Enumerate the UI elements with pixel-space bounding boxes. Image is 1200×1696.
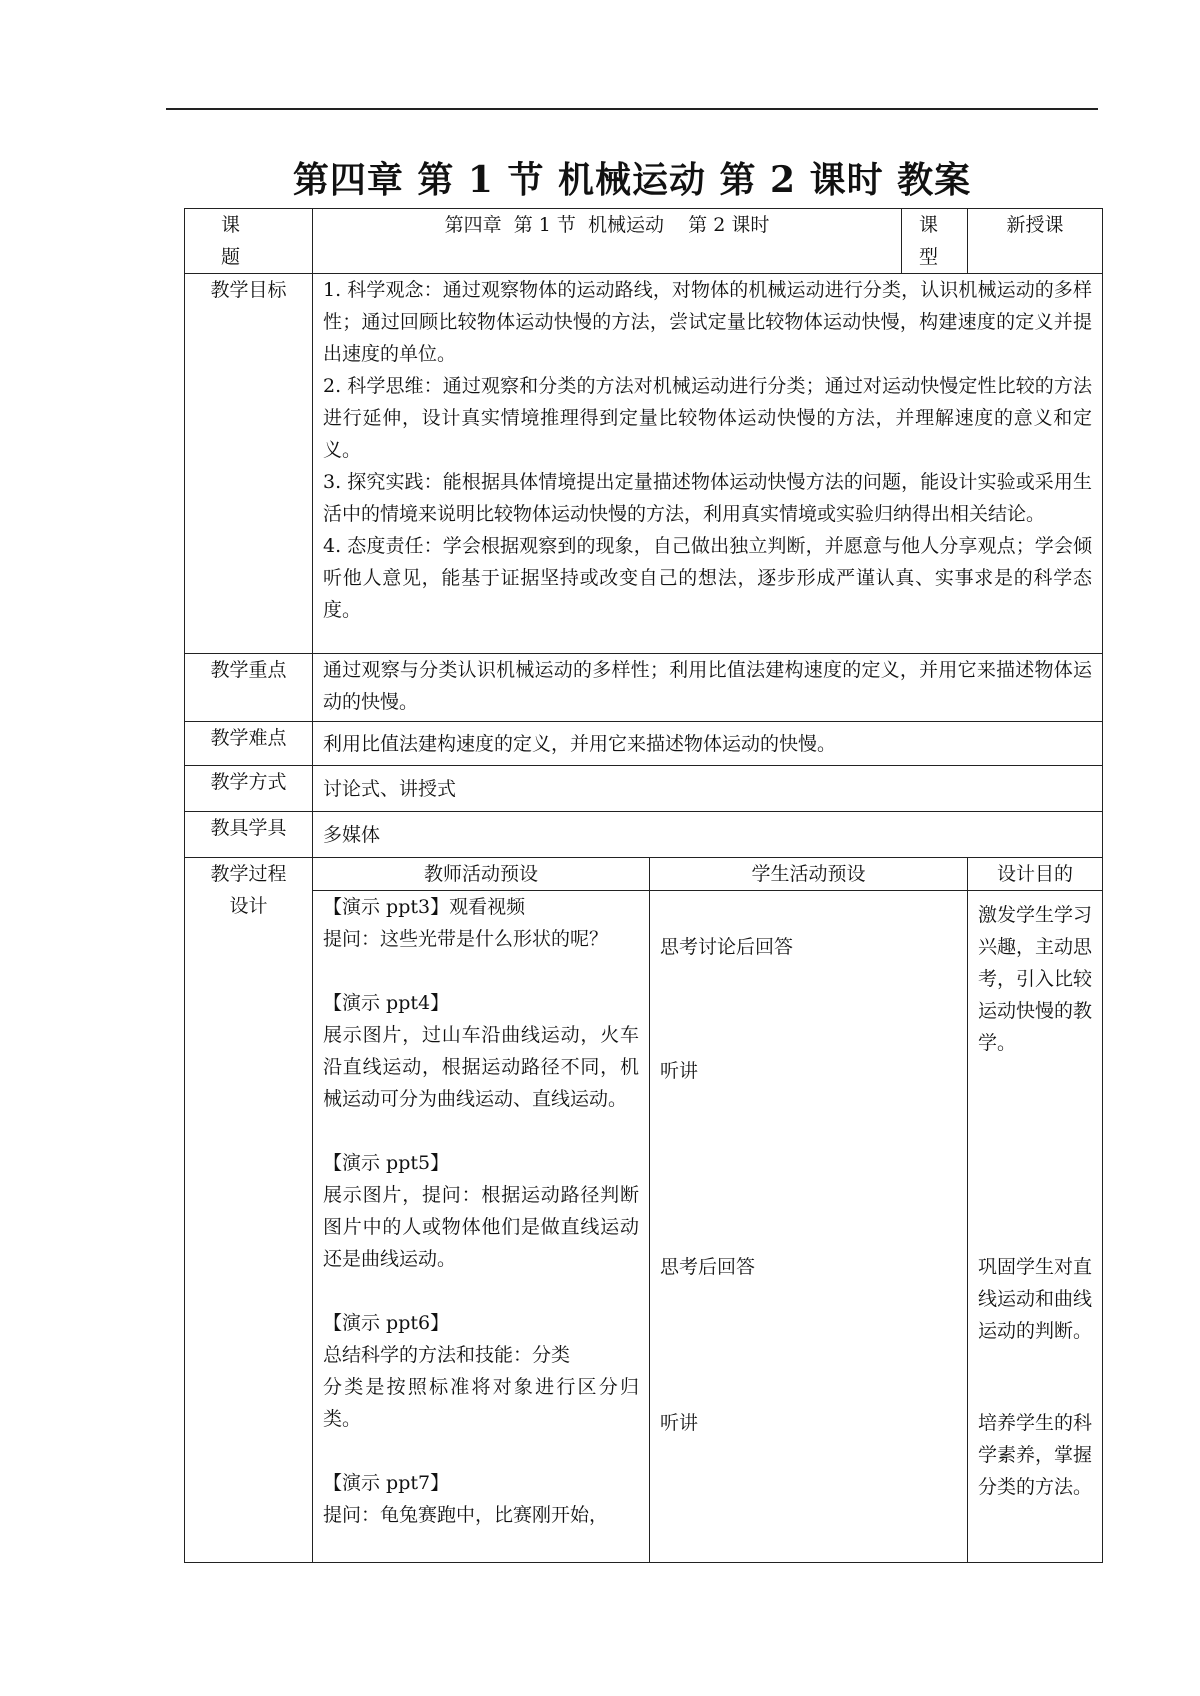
- purpose-block: 培养学生的科学素养，掌握分类的方法。: [978, 1412, 1093, 1498]
- objectives-row: [185, 274, 1103, 654]
- teacher-block: 【演示 ppt7】 提问：龟兔赛跑中，比赛刚开始，: [323, 1472, 609, 1526]
- document-title: 第四章 第 1 节 机械运动 第 2 课时 教案: [292, 159, 972, 201]
- key-points-value: 通过观察与分类认识机械运动的多样性；利用比值法建构速度的定义，并用它来描述物体运动的快慢。: [313, 654, 1103, 722]
- tools-row: [185, 812, 1103, 858]
- tools-value: 多媒体: [313, 812, 1103, 858]
- purpose-block: 激发学生学习兴趣，主动思考，引入比较运动快慢的教学。: [978, 904, 1093, 1054]
- lesson-plan-table: [184, 208, 1103, 1563]
- method-row: [185, 766, 1103, 812]
- key-points-label: 教学重点: [185, 654, 313, 722]
- process-label-text: 教学过程设计: [210, 863, 287, 917]
- objectives-content: [313, 274, 1103, 654]
- process-label: [185, 858, 313, 1563]
- student-block: 思考后回答: [660, 1256, 756, 1278]
- difficulties-row: [185, 722, 1103, 766]
- key-points-row: [185, 654, 1103, 722]
- objective-item: 3. 探究实践：能根据具体情境提出定量描述物体运动快慢方法的问题，能设计实验或采用生活中的情境来说明比较物体运动快慢的方法，利用真实情境或实验归纳得出相关结论。: [323, 471, 1092, 525]
- topic-value: 第四章 第 1 节 机械运动 第 2 课时: [313, 209, 902, 274]
- tools-label: 教具学具: [185, 812, 313, 858]
- method-value: 讨论式、讲授式: [313, 766, 1103, 812]
- objective-item: 4. 态度责任：学会根据观察到的现象，自己做出独立判断，并愿意与他人分享观点；学会倾听他人意见，能基于证据坚持或改变自己的想法，逐步形成严谨认真、实事求是的科学态度。: [323, 535, 1092, 621]
- purpose-block: 巩固学生对直线运动和曲线运动的判断。: [978, 1256, 1093, 1342]
- teacher-block: 【演示 ppt5】 展示图片，提问：根据运动路径判断图片中的人或物体他们是做直线运动还是曲线运动。: [323, 1152, 639, 1270]
- teacher-activities: [313, 891, 650, 1563]
- objectives-label: 教学目标: [185, 274, 313, 654]
- teacher-block: 【演示 ppt6】 总结科学的方法和技能：分类 分类是按照标准将对象进行区分归类。: [323, 1312, 639, 1430]
- process-header-row: [185, 858, 1103, 891]
- col-teacher-header: 教师活动预设: [313, 858, 650, 891]
- difficulties-value: 利用比值法建构速度的定义，并用它来描述物体运动的快慢。: [313, 722, 1103, 766]
- process-body-row: [185, 891, 1103, 1563]
- difficulties-label: 教学难点: [185, 722, 313, 766]
- student-activities: [650, 891, 968, 1563]
- design-purposes: [968, 891, 1103, 1563]
- topic-label: 课题: [185, 209, 313, 274]
- student-block: 思考讨论后回答: [660, 936, 794, 958]
- teacher-block: 【演示 ppt4】 展示图片，过山车沿曲线运动，火车沿直线运动，根据运动路径不同，机械运动可分为曲线运动、直线运动。: [323, 992, 639, 1110]
- objective-item: 1. 科学观念：通过观察物体的运动路线，对物体的机械运动进行分类，认识机械运动的多样性；通过回顾比较物体运动快慢的方法，尝试定量比较物体运动快慢，构建速度的定义并提出速度的单位。: [323, 279, 1092, 365]
- topic-row: [185, 209, 1103, 274]
- lesson-type-value: 新授课: [968, 209, 1103, 274]
- teacher-block: 【演示 ppt3】观看视频 提问：这些光带是什么形状的呢？: [323, 896, 609, 950]
- header-rule: [166, 108, 1098, 110]
- col-student-header: 学生活动预设: [650, 858, 968, 891]
- objective-item: 2. 科学思维：通过观察和分类的方法对机械运动进行分类；通过对运动快慢定性比较的方法进行延伸，设计真实情境推理得到定量比较物体运动快慢的方法，并理解速度的意义和定义。: [323, 375, 1092, 461]
- method-label: 教学方式: [185, 766, 313, 812]
- col-purpose-header: 设计目的: [968, 858, 1103, 891]
- student-block: 听讲: [660, 1412, 699, 1434]
- lesson-type-label: 课型: [902, 209, 968, 274]
- student-block: 听讲: [660, 1060, 699, 1082]
